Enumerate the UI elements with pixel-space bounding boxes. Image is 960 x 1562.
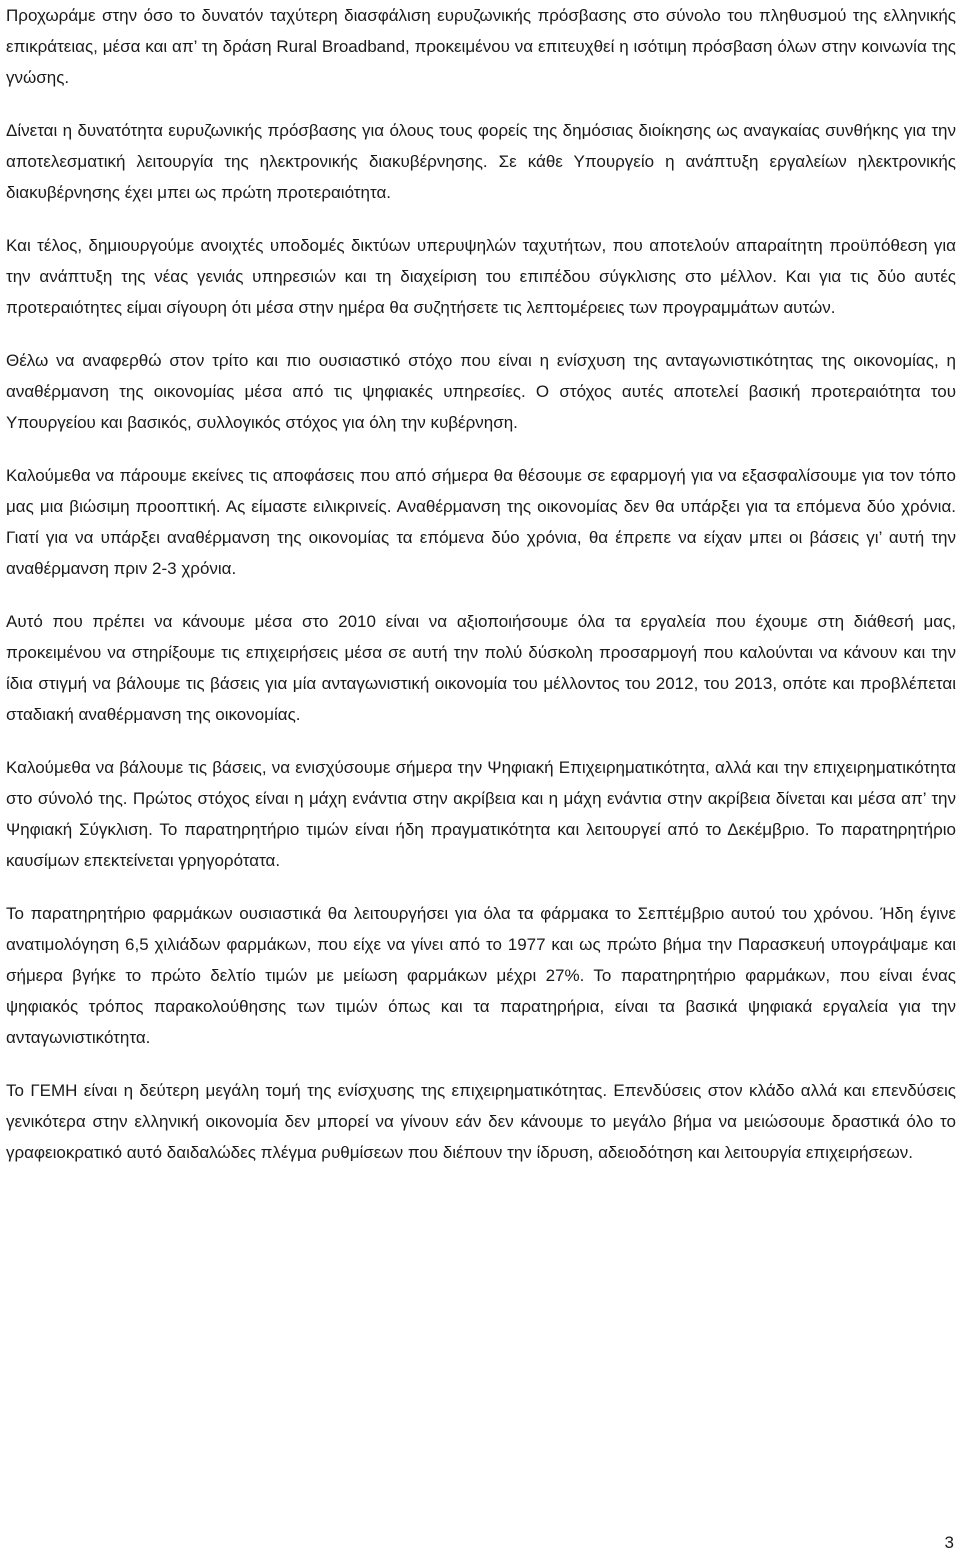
paragraph-competitiveness: Θέλω να αναφερθώ στον τρίτο και πιο ουσιαστικό στόχο που είναι η ενίσχυση της ανταγωνιστικότητας της οικονομίας, η αναθέρμανση της οικονομίας μέσα από τις ψηφιακές υπηρεσίες. Ο στόχος αυτές αποτελεί βασική προτεραιότητα του Υπουργείου και βασικός, συλλογικός στόχος για όλη την κυβέρνηση.	[6, 351, 956, 432]
paragraph-public-administration: Δίνεται η δυνατότητα ευρυζωνικής πρόσβασης για όλους τους φορείς της δημόσιας διοίκησης ως αναγκαίας συνθήκης για την αποτελεσματική λειτουργία της ηλεκτρονικής διακυβέρνησης. Σε κάθε Υπουργείο η ανάπτυξη εργαλείων ηλεκτρονικής διακυβέρνησης έχει μπει ως πρώτη προτεραιότητα.	[6, 121, 956, 202]
paragraph-broadband: Προχωράμε στην όσο το δυνατόν ταχύτερη διασφάλιση ευρυζωνικής πρόσβασης στο σύνολο του πληθυσμού της ελληνικής επικράτειας, μέσα και απ’ τη δράση Rural Broadband, προκειμένου να επιτευχθεί η ισότιμη πρόσβαση όλων στην κοινωνία της γνώσης.	[6, 6, 956, 87]
paragraph-decisions: Καλούμεθα να πάρουμε εκείνες τις αποφάσεις που από σήμερα θα θέσουμε σε εφαρμογή για να εξασφαλίσουμε για τον τόπο μας μια βιώσιμη προοπτική. Ας είμαστε ειλικρινείς. Αναθέρμανση της οικονομίας δεν θα υπάρξει για τα επόμενα δύο χρόνια. Γιατί για να υπάρξει αναθέρμανση της οικονομίας τα επόμενα δύο χρόνια, θα έπρεπε να είχαν μπει οι βάσεις γι’ αυτή την αναθέρμανση πριν 2-3 χρόνια.	[6, 466, 956, 578]
paragraph-high-speed-networks: Και τέλος, δημιουργούμε ανοιχτές υποδομές δικτύων υπερυψηλών ταχυτήτων, που αποτελούν απαραίτητη προϋπόθεση για την ανάπτυξη της νέας γενιάς υπηρεσιών και τη διαχείριση του επιπέδου σύγκλισης στο μέλλον. Και για τις δύο αυτές προτεραιότητες είμαι σίγουρη ότι μέσα στην ημέρα θα συζητήσετε τις λεπτομέρειες των προγραμμάτων αυτών.	[6, 236, 956, 317]
page-number: 3	[944, 1533, 954, 1552]
paragraph-medicine-observatory: Το παρατηρητήριο φαρμάκων ουσιαστικά θα λειτουργήσει για όλα τα φάρμακα το Σεπτέμβριο αυτού του χρόνου. Ήδη έγινε ανατιμολόγηση 6,5 χιλιάδων φαρμάκων, που είχε να γίνει από το 1977 και ως πρώτο βήμα την Παρασκευή υπογράψαμε και σήμερα βγήκε το πρώτο δελτίο τιμών με μείωση φαρμάκων μέχρι 27%. Το παρατηρητήριο φαρμάκων, που είναι ένας ψηφιακός τρόπος παρακολούθησης των τιμών όπως και τα παρατηρήρια, είναι τα βασικά ψηφιακά εργαλεία για την ανταγωνιστικότητα.	[6, 904, 956, 1047]
paragraph-gemi: Το ΓΕΜΗ είναι η δεύτερη μεγάλη τομή της ενίσχυσης της επιχειρηματικότητας. Επενδύσεις στον κλάδο αλλά και επενδύσεις γενικότερα στην ελληνική οικονομία δεν μπορεί να γίνουν εάν δεν κάνουμε το μεγάλο βήμα να μειώσουμε δραστικά όλο το γραφειοκρατικό αυτό δαιδαλώδες πλέγμα ρυθμίσεων που διέπουν την ίδρυση, αδειοδότηση και λειτουργία επιχειρήσεων.	[6, 1081, 956, 1162]
paragraph-2010-tools: Αυτό που πρέπει να κάνουμε μέσα στο 2010 είναι να αξιοποιήσουμε όλα τα εργαλεία που έχουμε στη διάθεσή μας, προκειμένου να στηρίξουμε τις επιχειρήσεις μέσα σε αυτή την πολύ δύσκολη προσαρμογή που καλούνται να κάνουν και την ίδια στιγμή να βάλουμε τις βάσεις για μία ανταγωνιστική οικονομία του μέλλοντος του 2012, του 2013, οπότε και προβλέπεται σταδιακή αναθέρμανση της οικονομίας.	[6, 612, 956, 724]
document-page	[6, 0, 956, 1190]
paragraph-digital-entrepreneurship: Καλούμεθα να βάλουμε τις βάσεις, να ενισχύσουμε σήμερα την Ψηφιακή Επιχειρηματικότητα, αλλά και την επιχειρηματικότητα στο σύνολό της. Πρώτος στόχος είναι η μάχη ενάντια στην ακρίβεια και η μάχη ενάντια στην ακρίβεια δίνεται και μέσα απ’ την Ψηφιακή Σύγκλιση. Το παρατηρητήριο τιμών είναι ήδη πραγματικότητα και λειτουργεί από το Δεκέμβριο. Το παρατηρητήριο καυσίμων επεκτείνεται γρηγορότατα.	[6, 758, 956, 870]
